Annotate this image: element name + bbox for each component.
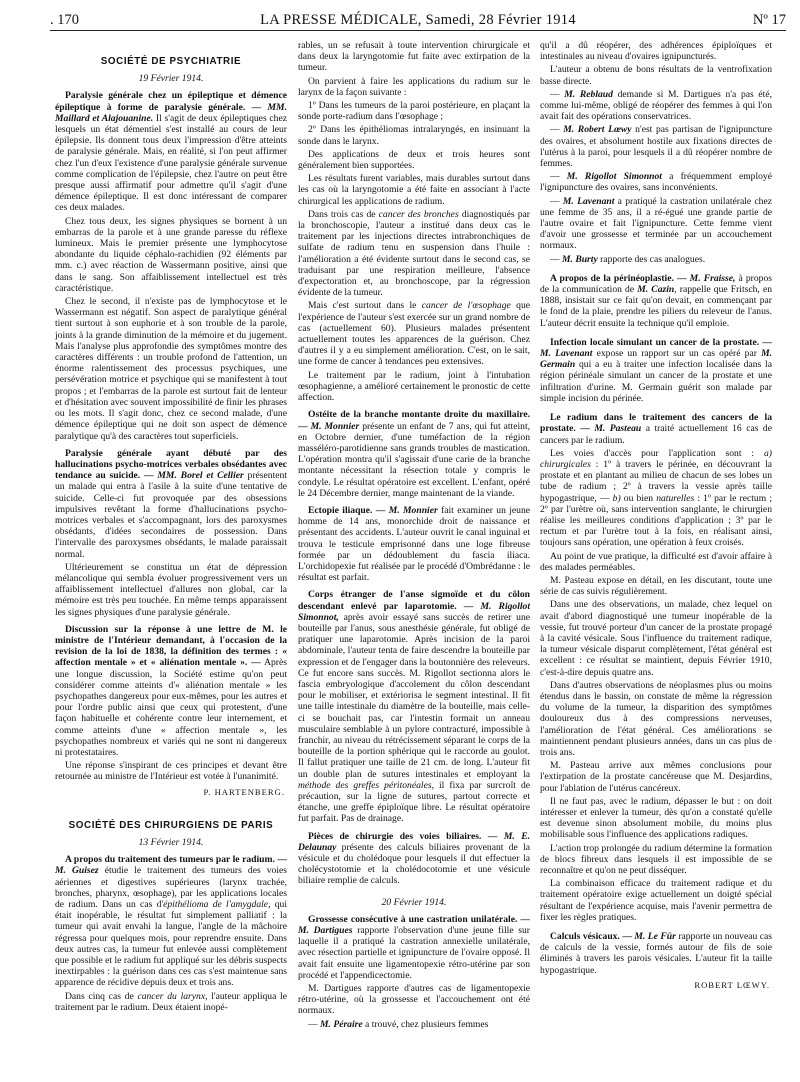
article-text-italic: cancer du larynx [137, 990, 206, 1002]
article-paragraph [540, 89, 772, 123]
article-text: Les voies d'accès pour l'application sont : [550, 447, 764, 459]
column-3 [540, 40, 772, 1072]
article-title: Le radium dans le traitement des cancers de la prostate. — [540, 412, 772, 435]
article-paragraph [540, 273, 772, 329]
article-title: Corps étranger de l'anse sigmoïde et du côlon descendant enlevé par laparotomie. — [298, 589, 530, 612]
article-paragraph: Le traitement par le radium, joint à l'intubation œsophagienne, a amélioré certainement le pronostic de cette affection. [298, 369, 530, 404]
article-text: a fréquemment employé l'ignipuncture des ovaires, sans inconvénients. [540, 171, 772, 194]
article-text-italic: cancer des bronches [378, 208, 459, 220]
article-title: Calculs vésicaux. — [550, 931, 632, 943]
article-authors: M. Burty [562, 253, 598, 265]
article-text: — [550, 88, 565, 100]
article-authors: M. Reblaud [564, 88, 613, 100]
article-text: — [550, 124, 564, 136]
article-text: qui a eu à traiter une infection localisée dans la région périnéale simulant un cancer de la prostate et une infiltration d'urine. M. Germain guérit son malade par simple incision du périnée. [540, 359, 772, 404]
article-text: — [550, 195, 563, 207]
article-paragraph [298, 409, 530, 499]
article-paragraph [298, 505, 530, 583]
article-text-italic: b) [612, 492, 621, 504]
article-paragraph [55, 991, 287, 1013]
article-title: Paralysie générale chez un épileptique et démence épileptique à forme de paralysie générale. — [55, 90, 287, 113]
article-title: Ectopie iliaque. — [308, 504, 386, 516]
article-paragraph [298, 209, 530, 299]
article-text: — [550, 253, 562, 265]
article-paragraph: Ultérieurement se constitua un état de dépression mélancolique qui sembla évoluer progressivement vers un affaiblissement intellectuel d'allures non global, car la mémoire est très peu touchée. En même temps apparaissent les signes physiques d'une paralysie générale. [55, 561, 287, 618]
article-text: Dans trois cas de [308, 208, 379, 220]
article-text-italic: naturelles [656, 492, 695, 504]
article-paragraph [540, 196, 772, 252]
article-paragraph: rables, un se refusait à toute intervention chirurgicale et dans deux la laryngotomie fut faite avec extirpation de la tumeur. [298, 40, 530, 74]
header-rule [50, 30, 786, 31]
article-paragraph [298, 300, 530, 367]
article-text: — [550, 171, 567, 183]
article-paragraph: Dans une des observations, un malade, chez lequel on avait d'abord diagnostiqué une tumeur inopérable de la vessie, fut trouvé porteur d'un cancer de la prostate propagé à la cavité vésicale. Sous l'influence du traitement radique, la tumeur vésicale disparut complètement, l'état général est excellent : ce résultat se maintient, depuis Février 1910, c'est-à-dire depuis quatre ans. [540, 599, 772, 678]
article-paragraph [540, 254, 772, 265]
article-text: a trouvé, chez plusieurs femmes [362, 1018, 489, 1030]
article-text: à propos de la communication de [540, 272, 772, 296]
article-text: : 1º par le rectum ; 2º par l'urètre où, sans intervention sanglante, le chirurgien réalise les meilleures conditions d'application ; 3º par le rectum et par l'urètre tout à la fois, en réalisant ainsi, toujours sans opération, une opération à feux croisés. [540, 492, 772, 549]
column-2 [298, 40, 530, 1072]
article-title: Ostéite de la branche montante droite du maxillaire. — [298, 409, 530, 432]
session-date: 20 Février 1914. [381, 896, 447, 908]
article-paragraph: Une réponse s'inspirant de ces principes et devant être retournée au ministre de l'Intérieur est votée à l'unanimité. [55, 760, 287, 783]
article-text: Après une longue discussion, la Société estime qu'on peut considérer comme atteints d'« aliénation mentale » les psychopathes dangereux pour eux-mêmes, pour les autres et pour l'ordre public ainsi que ceux qui protestent, d'une façon habituelle et cohérente contre leur internement, et comme atteints d'une « affection mentale », les psychopathes nombreux et variés qui ne sont ni dangereux ni protestataires. [55, 657, 287, 758]
article-text-italic: épithélioma de l'amygdale [163, 899, 269, 911]
article-paragraph [298, 589, 530, 824]
article-authors: M. Le Für [634, 931, 676, 943]
article-paragraph: 1º Dans les tumeurs de la paroi postérieure, en plaçant la sonde porte-radium dans l'œsophage ; [298, 100, 530, 123]
article-text: , rappelle que Fritsch, en 1888, insistait sur ce fait qu'on devait, en commençant par le fond de la plaie, prendre les piliers du releveur de l'anus. L'auteur décrit ensuite la technique qu'il emploie. [540, 284, 772, 329]
article-text: : 1º à travers le périnée, en découvrant la prostate et en plantant au milieu de chacun de ses lobes un tube de radium ; 2º à travers la vessie après taille hypogastrique, — [540, 458, 772, 504]
article-text: — [308, 1018, 320, 1030]
article-text: ou bien [620, 492, 657, 504]
article-paragraph: Au point de vue pratique, la difficulté est d'avoir affaire à des malades perméables. [540, 550, 772, 573]
article-authors: MM. Borel et Cellier [157, 470, 244, 482]
page-number: . 170 [50, 12, 79, 28]
article-paragraph: On parvient à faire les applications du radium sur le larynx de la façon suivante : [298, 75, 530, 98]
article-paragraph [298, 914, 530, 981]
article-paragraph: L'action trop prolongée du radium détermine la formation de blocs fibreux dans lesquels il est impossible de se reconnaître et qu'on ne peut disséquer. [540, 842, 772, 877]
article-authors: M. Cazin [637, 284, 675, 296]
issue-number: Nº 17 [752, 12, 786, 28]
article-text: Dans cinq cas de [65, 990, 138, 1002]
article-text: a traité actuellement 16 cas de cancers par le radium. [540, 423, 772, 446]
article-text: que l'expérience de l'auteur s'est exercée sur un grand nombre de cas (actuellement 60). Plusieurs malades présentent actuellement toutes les apparences de la guérison. Chez d'autres il y a eu simplement amélioration. C'est, on le sait, une forme de cancer à tendances peu extensives. [298, 300, 530, 368]
article-paragraph [540, 412, 772, 446]
article-text-italic: cancer de l'œsophage [421, 300, 511, 312]
article-authors: M. Rigollot Simonnot [566, 171, 662, 183]
article-text: rapporte des cas analogues. [597, 253, 706, 265]
article-authors: M. Dartigues [298, 925, 353, 937]
article-paragraph: 2º Dans les épithéliomas intralaryngés, en insinuant la sonde dans le larynx. [298, 124, 530, 147]
article-text: a pratiqué la castration unilatérale chez une femme de 35 ans, il a ré-égué une grande partie de l'autre ovaire et fait l'ignipuncture. Cette femme vient d'avoir une grossesse et terminée par un accouchement normaux. [540, 195, 772, 252]
article-text: présentent un malade qui entra à l'asile à la suite d'une tentative de suicide. Celle-ci fut provoquée par des obsessions impulsives revêtant la forme d'hallucinations psycho-motrices verbales et s'accompagnant, lors des paroxysmes obsédants, d'idées secondaires de possession. Dans l'intervalle des paroxysmes obsédants, le malade paraissait normal. [55, 470, 287, 560]
article-text: demande si M. Dartigues n'a pas été, comme lui-même, obligé de réopérer des femmes à qui l'on avait fait des opérations conservatrices. [540, 88, 772, 123]
article-title: Pièces de chirurgie des voies biliaires. — [308, 830, 498, 842]
article-paragraph: Chez le second, il n'existe pas de lymphocytose et le Wassermann est négatif. Son aspect de paralytique général tient surtout à son euphorie et à son trouble de la parole, joints à la grande diminution de la mémoire et du jugement. Mais l'analyse plus approfondie des symptômes montre des caractères différents : un trouble profond de l'attention, un énorme ralentissement des processus psychiques, une persévération motrice et psychique qui se manifestent à tout propos ; et l'embarras de la parole est surtout fait de lenteur et d'hésitation avec souvent impossibilité de finir les phrases ou les mots. Il s'agit donc, chez ce second malade, d'une démence épileptique qui ne doit son aspect de démence paralytique qu'à des caractères tout superficiels. [55, 296, 287, 442]
page-header [50, 6, 786, 30]
article-text: rapporte un nouveau cas de calculs de la vessie, formés autour de fils de soie éliminés à travers les parois vésicales. L'auteur fit la taille hypogastrique. [540, 931, 772, 976]
article-paragraph [55, 448, 287, 560]
article-text: , l'auteur appliqua le traitement par le radium. Deux étaient inopé- [55, 990, 287, 1013]
article-text: rapporte l'observation d'une jeune fille sur laquelle il a pratiqué la castration annexielle unilatérale, avec résection partielle et ignipuncture de l'ovaire opposé. Il avait fait ensuite une ligamentopexie rétro-utérine par son procédé et l'appendicectomie. [298, 925, 530, 981]
article-authors: M. Germain [540, 348, 772, 371]
article-authors: M. Robert Lœwy [563, 124, 632, 136]
article-text-italic: méthode des greffes péritonéales [298, 779, 432, 791]
article-title: A propos de la périnéoplastie. — [550, 272, 687, 284]
article-text: , il fixa par surcroît de précaution, sur la ligne de sutures, partout correcte et étanche, une greffe épiploïque libre. Le résultat opératoire fut parfait. Pas de drainage. [298, 779, 530, 825]
article-paragraph [540, 124, 772, 169]
article-authors: M. Monnier [388, 504, 438, 516]
article-authors: M. E. Delaunay [298, 830, 530, 853]
article-title: A propos du traitement des tumeurs par le radium. — [65, 854, 287, 866]
article-authors: M. Fraisse, [689, 272, 736, 284]
article-text: fait examiner un jeune homme de 14 ans, monorchide droit de naissance et présentant des accidents. L'auteur ouvrit le canal inguinal et trouva le testicule emprisonné dans une loge fibreuse formée par un dédoublement du fascia iliaca. L'orchidopexie fut réalisée par le procédé d'Ombrédanne : le résultat est parfait. [298, 504, 530, 584]
article-text: Mais c'est surtout dans le [308, 300, 422, 312]
article-title: Paralysie générale ayant débuté par des hallucinations psycho-motrices verbales obsédantes avec tendance au suicide. — [55, 447, 287, 482]
article-authors: M. Péraire [320, 1018, 363, 1030]
article-paragraph: M. Dartigues rapporte d'autres cas de ligamentopexie rétro-utérine, où la grossesse et l'accouchement ont été normaux. [298, 983, 530, 1017]
author-signature: P. HARTENBERG. [203, 786, 285, 797]
article-paragraph [55, 624, 287, 758]
article-paragraph [540, 931, 772, 976]
journal-title: LA PRESSE MÉDICALE, Samedi, 28 Février 1914 [260, 12, 576, 28]
article-text: Il s'agit de deux épileptiques chez lesquels un état démentiel s'est installé au cours de leur épilepsie. Ils donnent tous deux l'impression d'être atteints de paralysie générale. Mais, en réalité, si l'on peut affirmer chez l'un d'eux l'existence d'une paralysie générale survenue comme complication de l'épilepsie, chez l'autre on peut être presque aussi affirmatif pour admettre qu'il s'agit d'une démence épileptique. Il est donc intéressant de comparer ces deux malades. [55, 112, 287, 214]
article-paragraph: M. Pasteau expose en détail, en les discutant, toute une série de cas suivis régulièrement. [540, 574, 772, 598]
article-authors: M. Lavenant [562, 195, 615, 207]
article-text: expose un rapport sur un cas opéré par [596, 348, 762, 360]
article-authors: M. Guisez [55, 865, 99, 877]
article-title: Infection locale simulant un cancer de la prostate. — [550, 336, 772, 348]
article-text: étudie le traitement des tumeurs des voies aériennes et digestives supérieures (larynx trachée, bronches, pharynx, œsophage), par les applications locales de radium. Dans un cas d' [55, 865, 287, 911]
article-text: diagnostiqués par la bronchoscopie, l'auteur a institué dans deux cas le traitement par les injections directes intrabronchiques de sulfate de radium tenu en suspension dans l'huile : l'amélioration a été évidente surtout dans le second cas, se traduisant par une respiration meilleure, l'absence d'expectoration et, au bronchoscope, par la régression évidente de la tumeur. [298, 208, 530, 299]
author-signature: ROBERT LŒWY. [694, 979, 770, 990]
article-paragraph: Il ne faut pas, avec le radium, dépasser le but : on doit intéresser et enlever la tumeur, dès qu'on a constaté qu'elle est devenue sinon absolument mobile, du moins plus mobilisable sous l'influence des applications radiques. [540, 795, 772, 841]
article-authors: M. Rigollot Simonnot, [298, 600, 530, 623]
section-title-chirurgiens: SOCIÉTÉ DES CHIRURGIENS DE PARIS [68, 819, 274, 831]
column-1 [55, 40, 287, 1072]
article-paragraph: La combinaison efficace du traitement radique et du traitement opératoire exige actuellement un doigté spécial résultant de l'expérience acquise, mais l'avenir permettra de fixer les règles pratiques. [540, 878, 772, 923]
article-paragraph [540, 171, 772, 193]
article-paragraph: qu'il a dû réopérer, des adhérences épiploïques et intestinales au niveau d'ovaires ignipuncturés. [540, 40, 772, 63]
article-paragraph [55, 90, 287, 213]
article-authors: M. Pasteau [594, 423, 642, 435]
article-title: Grossesse consécutive à une castration unilatérale. — [308, 913, 530, 925]
article-text: , qui était inopérable, le résultat fut simplement palliatif : la tumeur qui avait envahi la langue, l'angle de la mâchoire régressa pour quelques mois, pour reprendre ensuite. Dans deux autres cas, la tumeur fut enlevée aussi complètement que possible et le radium fut appliqué sur les débris suspects inextirpables : la guérison dans ces cas s'est maintenue sans apparence de récidive depuis deux et trois ans. [55, 899, 287, 989]
article-title: Discussion sur la réponse à une lettre de M. le ministre de l'Intérieur demandant, à l'occasion de la revision de la loi de 1838, la définition des termes : « affection mentale » et « aliénation mentale ». — [55, 623, 287, 669]
article-authors: M. Monnier [310, 420, 360, 432]
article-paragraph: Dans d'autres observations de néoplasmes plus ou moins étendus dans le bassin, on constate de même la régression du volume de la tumeur, la disparition des symptômes douloureux dus à des compressions nerveuses, l'amélioration de l'état général. Ces améliorations se maintiennent pendant plusieurs années, dans un cas plus de trois ans. [540, 679, 772, 758]
article-text: après avoir essayé sans succès de retirer une bouteille par l'anus, sous anesthésie générale, fut obligé de pratiquer une laparotomie. Après incision de la paroi abdominale, l'auteur tenta de faire descendre la bouteille par expression et de l'engager dans la boutonnière des releveurs. Ce fut encore sans succès. M. Rigollot sectionna alors le fascia embryologique d'accolement du côlon descendant pour le mobiliser, et extériorisa le segment intestinal. Il fit une taille intestinale du diamètre de la bouteille, mais celle-ci se bouchait pas, car l'intestin formait un anneau musculaire semblable à un pylore contracturé, impossible à franchir, au niveau du rétrécissement séparant le corps de la bouteille de la portion sphérique qui le raccorde au goulot. Il fallut pratiquer une taille de 21 cm. de long. L'auteur fit un double plan de sutures intestinales et employant la [298, 611, 530, 780]
article-paragraph: M. Pasteau arrive aux mêmes conclusions pour l'extirpation de la prostate cancéreuse que M. Desjardins, pour l'ablation de l'utérus cancéreux. [540, 760, 772, 794]
article-paragraph [298, 831, 530, 887]
article-text: présente un enfant de 7 ans, qui fut atteint, en Octobre dernier, d'une tuméfaction de la région masséléro-parotidienne sans grands troubles de mastication. L'opération montra qu'il s'agissait d'une carie de la branche montante nécessitant la résection totale y compris le condyle. Le résultat opératoire est excellent. L'enfant, opéré le 24 Décembre dernier, mange maintenant de la viande. [298, 420, 530, 499]
session-date: 19 Février 1914. [138, 73, 204, 85]
article-paragraph: L'auteur a obtenu de bons résultats de la ventrofixation basse directe. [540, 64, 772, 87]
article-text-italic: a) chirurgicales [540, 447, 772, 470]
article-paragraph [298, 1019, 530, 1030]
article-paragraph [540, 448, 772, 549]
article-paragraph: Des applications de deux et trois heures sont généralement bien supportées. [298, 148, 530, 172]
article-paragraph: Les résultats furent variables, mais durables surtout dans les cas où la laryngotomie a été faite en associant à l'acte chirurgical les applications de radium. [298, 173, 530, 207]
article-text: n'est pas partisan de l'ignipuncture des ovaires, et absolument hostile aux fixations directes de l'utérus à la paroi, pour lesquels il a dû réopérer nombre de femmes. [540, 124, 772, 170]
session-date: 13 Février 1914. [138, 837, 204, 848]
article-authors: MM. Maillard et Alajouanine. [55, 101, 287, 124]
article-paragraph: Chez tous deux, les signes physiques se bornent à un embarras de la parole et à une grande paresse du réflexe lumineux. Mais le premier présente une lymphocytose abondante du liquide céphalo-rachidien (92 éléments par mm. c.) avec réaction de Wassermann positive, ainsi que dans le sang. Son affaiblissement intellectuel est très caractéristique. [55, 215, 287, 294]
article-paragraph [55, 854, 287, 988]
article-paragraph [540, 337, 772, 404]
section-title-psychiatrie: SOCIÉTÉ DE PSYCHIATRIE [100, 56, 242, 67]
article-authors: M. Lavenant [540, 348, 593, 360]
article-text: présente des calculs biliaires provenant de la vésicule et du cholédoque pour lesquels il dut effectuer la cholécystotomie et la cholédocotomie et une vésicule biliaire remplie de calculs. [298, 841, 530, 887]
